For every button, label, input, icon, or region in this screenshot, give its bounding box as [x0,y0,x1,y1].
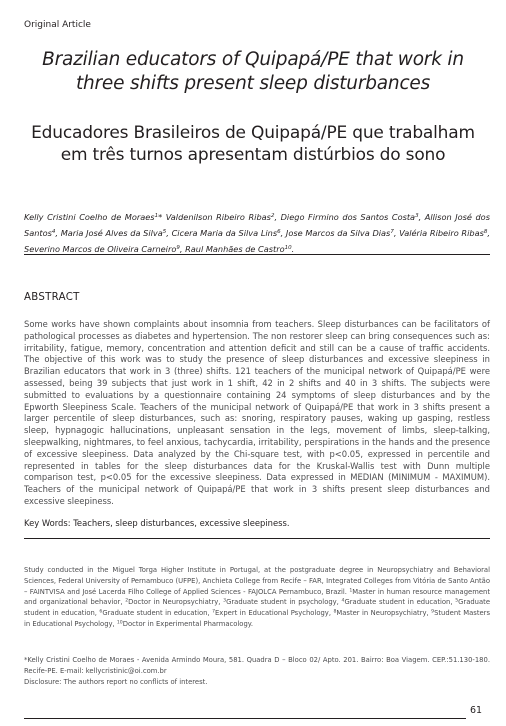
author-affiliation-mark: 4 [51,229,56,235]
affiliation-notes [24,565,490,630]
keywords-value: Teachers, sleep disturbances, excessive sleepiness. [73,518,290,528]
author-separator: , [274,212,281,222]
author-name: Severino Marcos de Oliveira Carneiro [24,244,177,254]
author-affiliation-mark: 5 [162,229,167,235]
affiliation-text: Graduate student in education, [102,609,213,618]
affiliation-text: Graduate student in psychology, [226,598,342,607]
author-affiliation-mark: 2 [270,213,275,219]
affiliation-mark: 3 [223,598,227,604]
page-number: 61 [470,705,483,716]
author-name: Diego Firmino dos Santos Costa [280,212,416,222]
affiliation-text: Graduate student in education, [24,598,491,618]
author-affiliation-mark: 6 [277,229,281,235]
author-affiliation-mark: 3 [415,213,419,219]
affiliation-mark: 9 [431,609,435,615]
author-name: Valdenilson Ribeiro Ribas [165,212,271,222]
author-name: Maria José Alves da Silva [60,228,163,238]
english-title-line-1: Brazilian educators of Quipapá/PE that work in [42,49,464,70]
footer-rule [24,718,466,719]
author-name: Allison José dos Santos [24,212,490,238]
abstract-text: Some works have shown complaints about insomnia from teachers. Sleep disturbances can be facilitators of pathological processes as diabetes and hypertension. The non restorer sleep can bring consequences such as: irritability, fatigue, memory, concentration and attention deficit and still can be a cause of traffic accidents. The objective of this work was to study the presence of sleep disturbances and excessive sleepiness in Brazilian educators that work in 3 (three) shifts. 121 teachers of the municipal network of Quipapá/PE were assessed, being 39 subjects that just work in 1 shift, 42 in 2 shifts and 40 in 3 shifts. The subjects were submitted to evaluations by a questionnaire containing 24 symptoms of sleep disturbances and by the Epworth Sleepiness Scale. Teachers of the municipal network of Quipapá/PE that work in 3 shifts present a larger percentile of sleep disturbances, such as: snoring, respiratory pauses, waking up gasping, restless sleep, hypnagogic hallucinations, unpleasant sensation in the legs, movement of limbs, sleep-talking, sleepwalking, nightmares, to feel anxious, tachycardia, irritability, perspirations in the hands and the presence of excessive sleepiness. Data analyzed by the Chi-square test, with p<0.05, expressed in percentile and represented in tables for the sleep disturbances data for the Kruskal-Wallis test with Dunn multiple comparison test, p<0.05 for the excessive sleepiness. Data expressed in MEDIAN (MINIMUM - MAXIMUM). Teachers of the municipal network of Quipapá/PE that work in 3 shifts present sleep disturbances and excessive sleepiness. [24,319,490,506]
author-divider [24,254,490,255]
notes-divider [24,538,490,539]
author-name: Cicera Maria da Silva Lins [171,228,278,238]
disclosure: Disclosure: The authors report no conflicts of interest. [24,678,208,686]
affiliation-mark: 1 [349,588,353,594]
author-name: Jose Marcos da Silva Dias [285,228,391,238]
author-separator: , [393,228,400,238]
author-separator: , [179,244,186,254]
author-affiliation-mark: 9 [176,245,180,251]
author-affiliation-mark: 7 [390,229,394,235]
affiliation-text: Expert in Educational Psychology, [215,609,334,618]
author-name: Kelly Cristini Coelho de Moraes [24,212,155,222]
affiliation-text: Student Masters in Educational Psychology, [24,609,491,628]
study-note: Study conducted in the Miguel Torga Higher Institute in Portugal, at the postgraduate degree in Neuropsychiatry and Behavioral Sciences, Federal University of Pernambuco (UFPE), Anchieta College from Recife – FAR, Integrated Colleges from Vitória de Santo Antão – FAINTVISA and José Lacerda Filho College of Applied Sciences - FAJOLCA Pernambuco, Brazil. [24,566,490,596]
author-separator: . [291,244,295,254]
keywords [24,518,490,530]
abstract-heading: ABSTRACT [24,292,80,303]
author-affiliation-mark: 1 [154,213,159,219]
author-separator: , [280,228,286,238]
author-separator: , [55,228,61,238]
author-separator: * [158,212,166,222]
article-type-label: Original Article [24,20,91,30]
author-separator: , [418,212,425,222]
english-title [20,48,486,96]
portuguese-title-line-2: em três turnos apresentam distúrbios do sono [60,145,446,165]
affiliation-mark: 4 [341,598,345,604]
affiliation-text: Master in human resource management and organizational behavior, [24,587,490,607]
affiliation-mark: 8 [333,609,337,615]
author-separator: , [487,228,490,238]
author-name: Valéria Ribeiro Ribas [399,228,484,238]
author-separator: , [166,228,172,238]
affiliation-mark: 2 [125,598,129,604]
affiliation-text: Master in Neuropsychiatry, [336,609,432,618]
portuguese-title-line-1: Educadores Brasileiros de Quipapá/PE que trabalham [31,123,475,143]
keywords-label: Key Words: [24,518,71,528]
affiliation-mark: 5 [455,598,459,604]
affiliation-text: Doctor in Experimental Pharmacology. [122,619,253,628]
affiliation-mark: 6 [99,609,103,615]
affiliation-mark: 7 [212,609,215,615]
author-list [24,209,490,257]
author-affiliation-mark: 8 [483,229,488,235]
author-affiliation-mark: 10 [284,245,292,251]
affiliation-mark: 10 [116,620,123,626]
author-name: Raul Manhães de Castro [185,244,285,254]
english-title-line-2: three shifts present sleep disturbances [75,73,431,94]
corresponding-author: *Kelly Cristini Coelho de Moraes - Avenida Armindo Moura, 581. Quadra D – Bloco 02/ Apto. 201. Bairro: Boa Viagem. CEP.:51.130-180. Recife-PE. E-mail: kellycristinic@oi.com.br [24,656,490,675]
affiliation-text: Graduate student in education, [344,598,456,607]
affiliation-text: Doctor in Neuropsychiatry, [128,598,224,607]
portuguese-title [20,122,486,166]
